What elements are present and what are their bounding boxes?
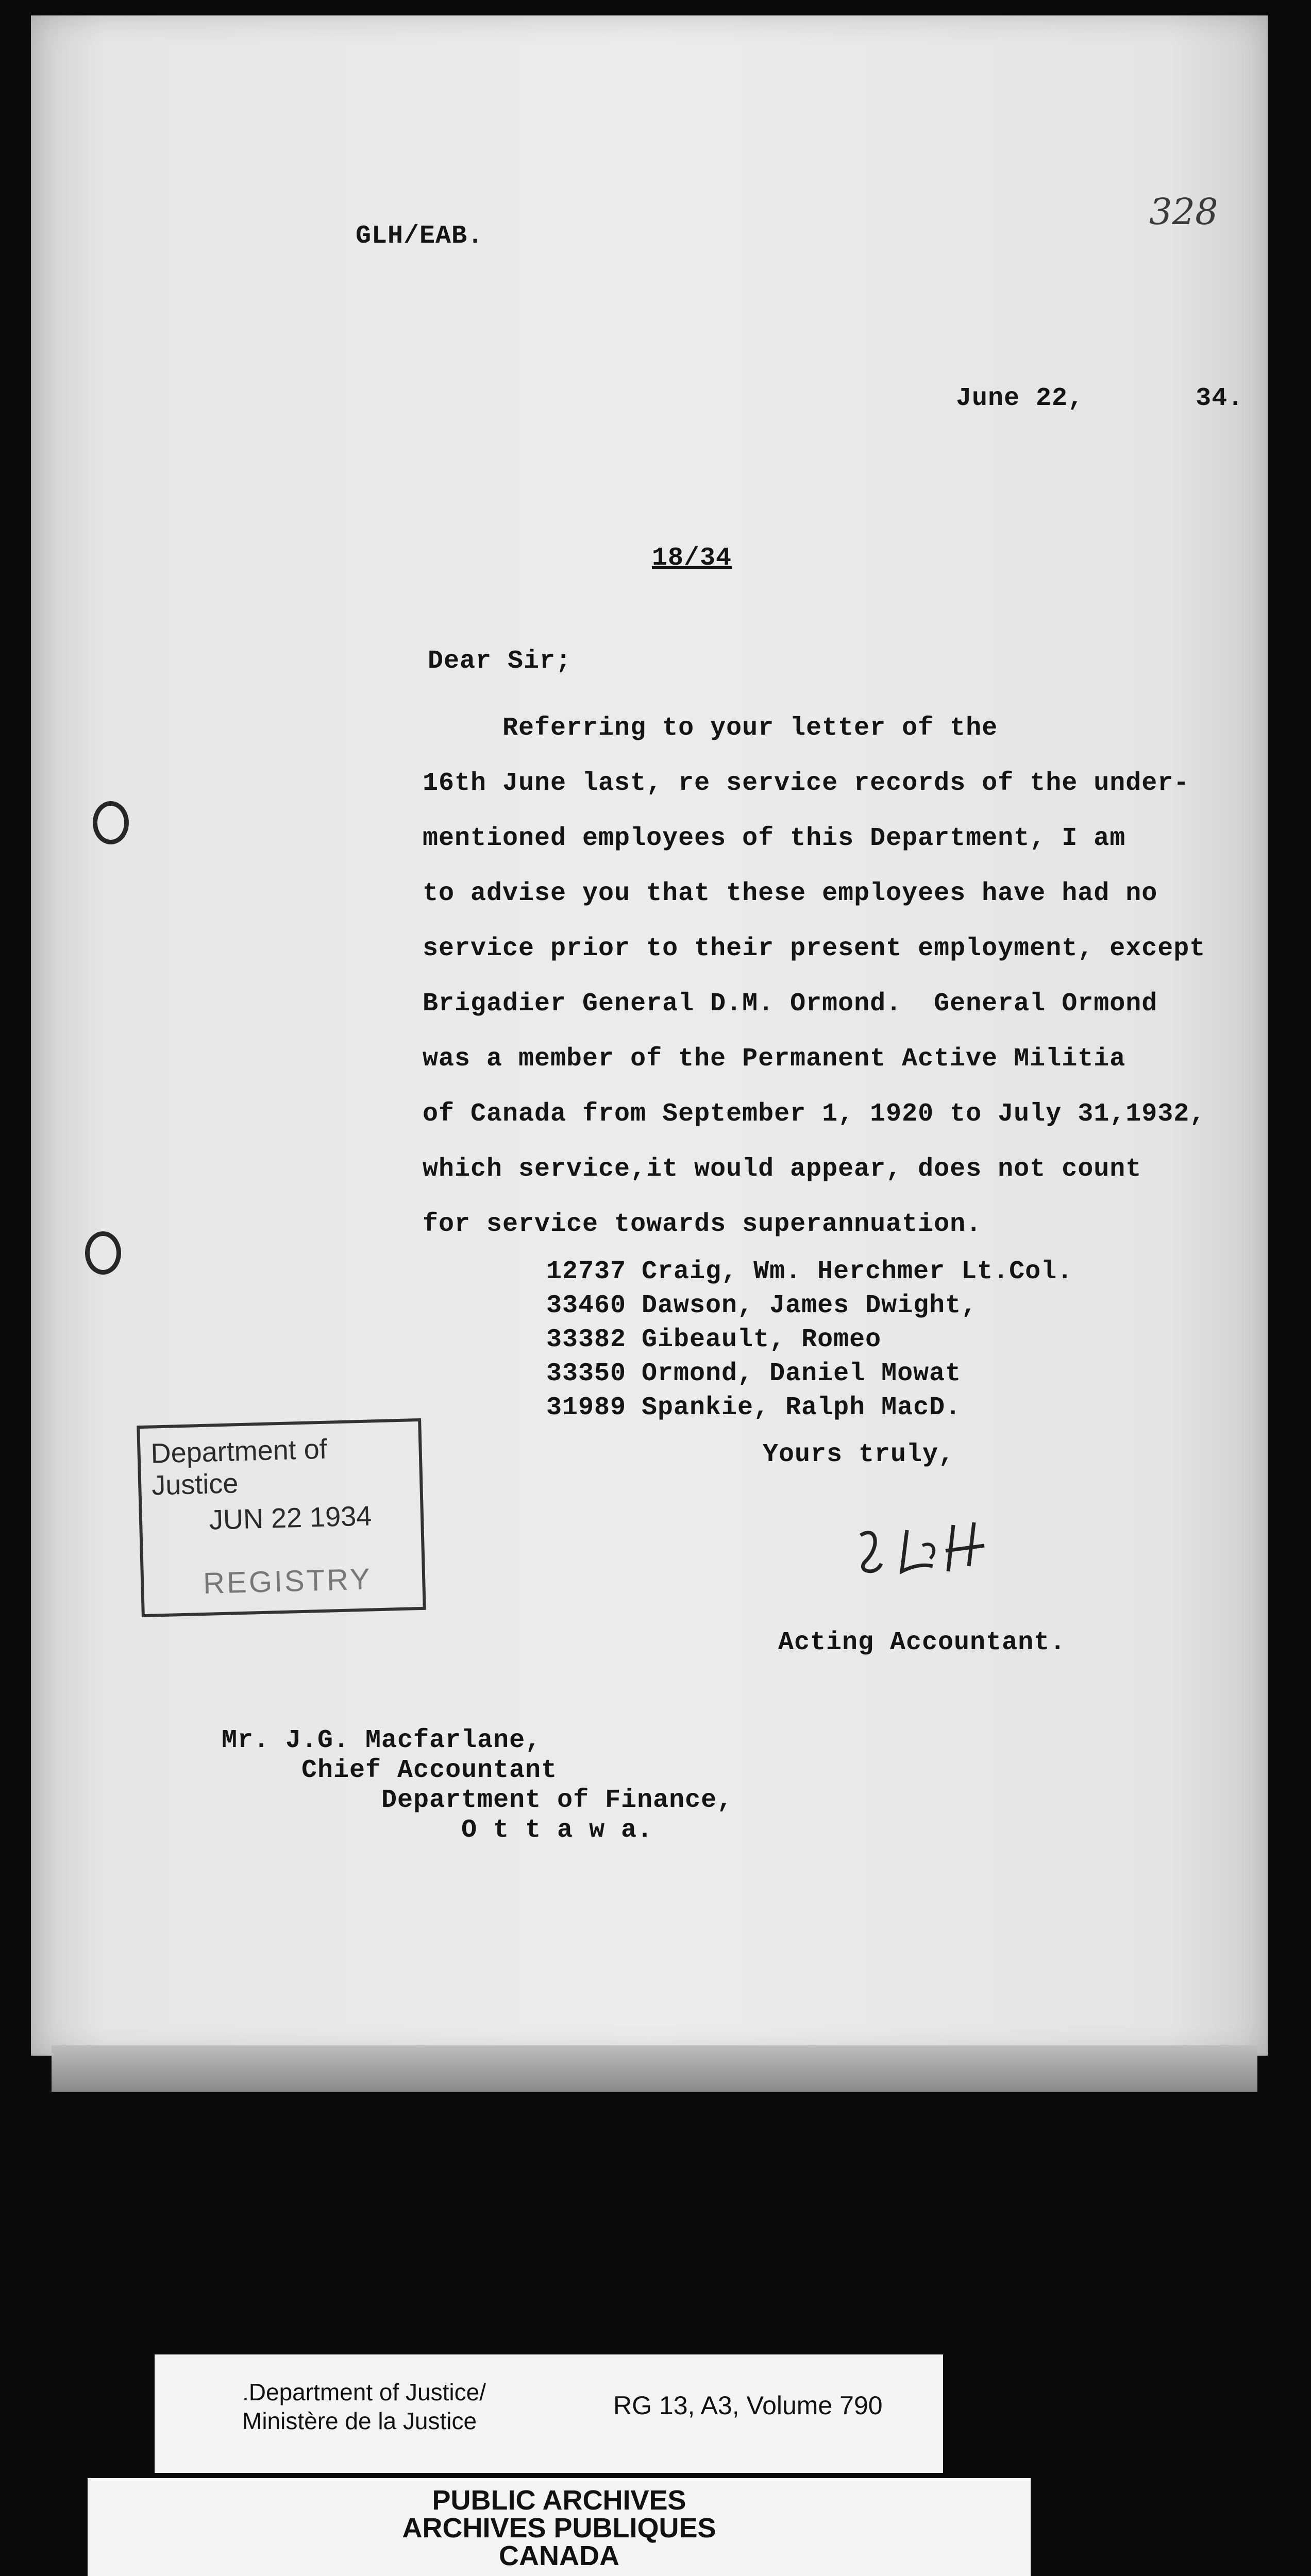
recipient-line: Chief Accountant <box>222 1756 558 1785</box>
typist-initials: GLH/EAB. <box>356 222 484 251</box>
received-stamp <box>137 1418 426 1617</box>
archives-line-en: PUBLIC ARCHIVES <box>432 2485 686 2516</box>
body-line: to advise you that these employees have had no <box>423 879 1158 908</box>
list-item <box>546 1393 1073 1427</box>
archives-line-country: CANADA <box>499 2540 619 2571</box>
body-line: of Canada from September 1, 1920 to July 31,1932, <box>423 1099 1206 1129</box>
stamp-department: Department of Justice <box>150 1433 328 1501</box>
archive-reference-label <box>155 2354 943 2473</box>
body-line: Referring to your letter of the <box>423 714 998 743</box>
label-department <box>242 2378 486 2435</box>
page-edge <box>52 2045 1257 2092</box>
body-line: Brigadier General D.M. Ormond. General Ormond <box>423 989 1158 1019</box>
letter-body <box>423 701 1205 1252</box>
recipient-line: Mr. J.G. Macfarlane, <box>222 1726 542 1755</box>
punch-hole-top <box>93 801 129 844</box>
list-item <box>546 1257 1073 1291</box>
list-item <box>546 1359 1073 1393</box>
employee-number: 31989 <box>546 1393 627 1422</box>
body-line: was a member of the Permanent Active Militia <box>423 1044 1126 1074</box>
signature-icon <box>845 1515 1015 1597</box>
list-item <box>546 1291 1073 1325</box>
employee-name: Gibeault, Romeo <box>642 1325 882 1354</box>
archives-line-fr: ARCHIVES PUBLIQUES <box>402 2513 716 2544</box>
closing: Yours truly, <box>763 1440 955 1469</box>
body-line: service prior to their present employment, except <box>423 934 1206 963</box>
recipient-line: O t t a w a. <box>222 1816 653 1845</box>
letter-date: June 22, 34. <box>956 384 1244 413</box>
stamp-date: JUN 22 1934 <box>209 1500 372 1536</box>
employee-number: 33350 <box>546 1359 627 1388</box>
body-line: mentioned employees of this Department, I am <box>423 824 1126 853</box>
stamp-registry: REGISTRY <box>203 1562 373 1601</box>
label-department-en: .Department of Justice/ <box>242 2379 486 2405</box>
body-line: for service towards superannuation. <box>423 1210 982 1239</box>
employee-name: Spankie, Ralph MacD. <box>642 1393 962 1422</box>
handwritten-signature <box>845 1515 1015 1600</box>
signatory-title: Acting Accountant. <box>778 1628 1066 1657</box>
label-reference: RG 13, A3, Volume 790 <box>613 2391 883 2420</box>
recipient-line: Department of Finance, <box>222 1786 733 1815</box>
employee-list <box>546 1257 1073 1427</box>
employee-name: Ormond, Daniel Mowat <box>642 1359 962 1388</box>
list-item <box>546 1325 1073 1359</box>
public-archives-label <box>88 2478 1031 2576</box>
body-line: which service,it would appear, does not count <box>423 1155 1142 1184</box>
salutation: Dear Sir; <box>428 647 572 676</box>
employee-number: 33460 <box>546 1291 627 1320</box>
label-department-fr: Ministère de la Justice <box>242 2408 477 2434</box>
folio-number: 328 <box>1149 191 1218 233</box>
employee-name: Dawson, James Dwight, <box>642 1291 978 1320</box>
file-reference: 18/34 <box>652 544 732 573</box>
recipient-address <box>222 1726 733 1845</box>
employee-number: 33382 <box>546 1325 627 1354</box>
employee-number: 12737 <box>546 1257 627 1286</box>
employee-name: Craig, Wm. Herchmer Lt.Col. <box>642 1257 1073 1286</box>
body-line: 16th June last, re service records of the under- <box>423 769 1190 798</box>
punch-hole-bottom <box>85 1231 121 1275</box>
